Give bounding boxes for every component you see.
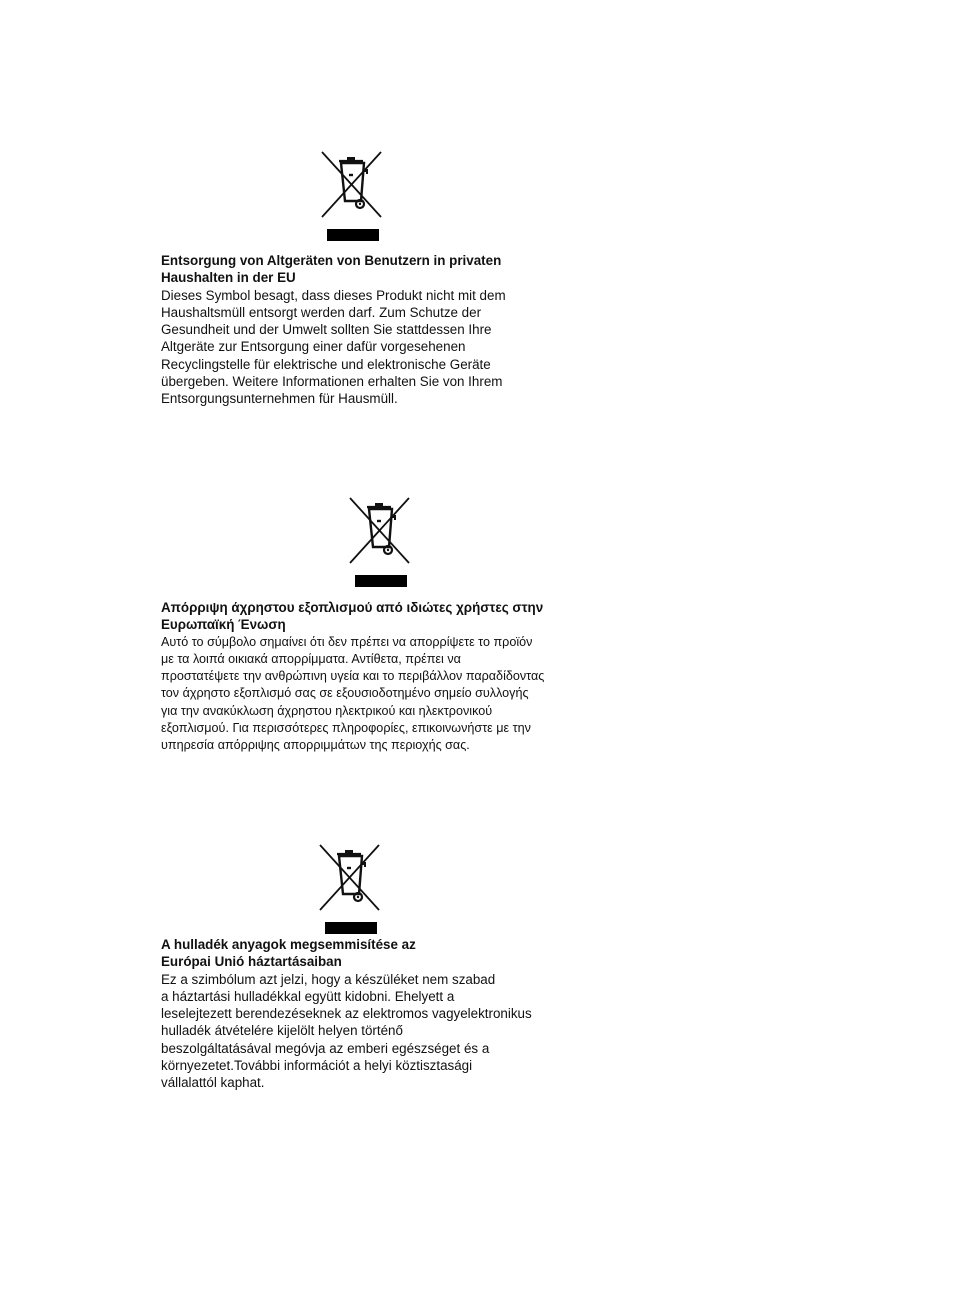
section-body bbox=[161, 634, 631, 755]
body-line: τον άχρηστο εξοπλισμό σας σε εξουσιοδοτημένο σημείο συλλογής bbox=[161, 686, 529, 701]
body-line: beszolgáltatásával megóvja az emberi egészséget és a bbox=[161, 1040, 490, 1056]
body-line: Altgeräte zur Entsorgung einer dafür vorgesehenen bbox=[161, 339, 466, 355]
body-line: Αυτό το σύμβολο σημαίνει ότι δεν πρέπει να απορρίψετε το προϊόν bbox=[161, 634, 533, 649]
body-line: υπηρεσία απόρριψης απορριμμάτων της περιοχής σας. bbox=[161, 738, 470, 753]
disposal-section-greek bbox=[161, 599, 631, 755]
body-line: übergeben. Weitere Informationen erhalten Sie von Ihrem bbox=[161, 374, 503, 390]
body-line: Dieses Symbol besagt, dass dieses Produkt nicht mit dem bbox=[161, 287, 506, 303]
body-line: a háztartási hulladékkal együtt kidobni. Ehelyett a bbox=[161, 988, 455, 1004]
title-line: Európai Unió háztartásaiban bbox=[161, 954, 342, 970]
disposal-section-german bbox=[161, 252, 621, 408]
section-title bbox=[161, 252, 621, 287]
section-title bbox=[161, 599, 631, 634]
body-line: Haushaltsmüll entsorgt werden darf. Zum Schutze der bbox=[161, 304, 482, 320]
section-body bbox=[161, 971, 621, 1092]
body-line: Recyclingstelle für elektrische und elektronische Geräte bbox=[161, 356, 491, 372]
body-line: hulladék átvételére kijelölt helyen történő bbox=[161, 1023, 403, 1039]
body-line: Ez a szimbólum azt jelzi, hogy a készüléket nem szabad bbox=[161, 971, 496, 987]
title-line: Ευρωπαϊκή Ένωση bbox=[161, 617, 286, 633]
disposal-section-hungarian bbox=[161, 936, 621, 1092]
body-line: környezetet.További információt a helyi köztisztasági bbox=[161, 1058, 473, 1074]
body-line: με τα λοιπά οικιακά απορρίμματα. Αντίθετα, πρέπει να bbox=[161, 651, 461, 666]
title-line: Entsorgung von Altgeräten von Benutzern in privaten bbox=[161, 253, 502, 268]
body-line: προστατέψετε την ανθρώπινη υγεία και το περιβάλλον παραδίδοντας bbox=[161, 669, 545, 684]
title-line: Απόρριψη άχρηστου εξοπλισμού από ιδιώτες χρήστες στην bbox=[161, 600, 544, 615]
body-line: Entsorgungsunternehmen für Hausmüll. bbox=[161, 391, 398, 407]
body-line: για την ανακύκλωση άχρηστου ηλεκτρικού και ηλεκτρονικού bbox=[161, 703, 493, 718]
crossed-out-wheelie-bin-icon bbox=[317, 844, 383, 936]
title-line: A hulladék anyagok megsemmisítése az bbox=[161, 937, 416, 952]
body-line: Gesundheit und der Umwelt sollten Sie stattdessen Ihre bbox=[161, 322, 492, 338]
crossed-out-wheelie-bin-icon bbox=[347, 497, 413, 589]
section-title bbox=[161, 936, 621, 971]
title-line: Haushalten in der EU bbox=[161, 270, 296, 286]
body-line: leselejtezett berendezéseknek az elektromos vagyelektronikus bbox=[161, 1006, 532, 1022]
body-line: vállalattól kaphat. bbox=[161, 1075, 265, 1091]
section-body bbox=[161, 287, 621, 408]
body-line: εξοπλισμού. Για περισσότερες πληροφορίες, επικοινωνήστε με την bbox=[161, 721, 531, 736]
crossed-out-wheelie-bin-icon bbox=[319, 151, 385, 243]
